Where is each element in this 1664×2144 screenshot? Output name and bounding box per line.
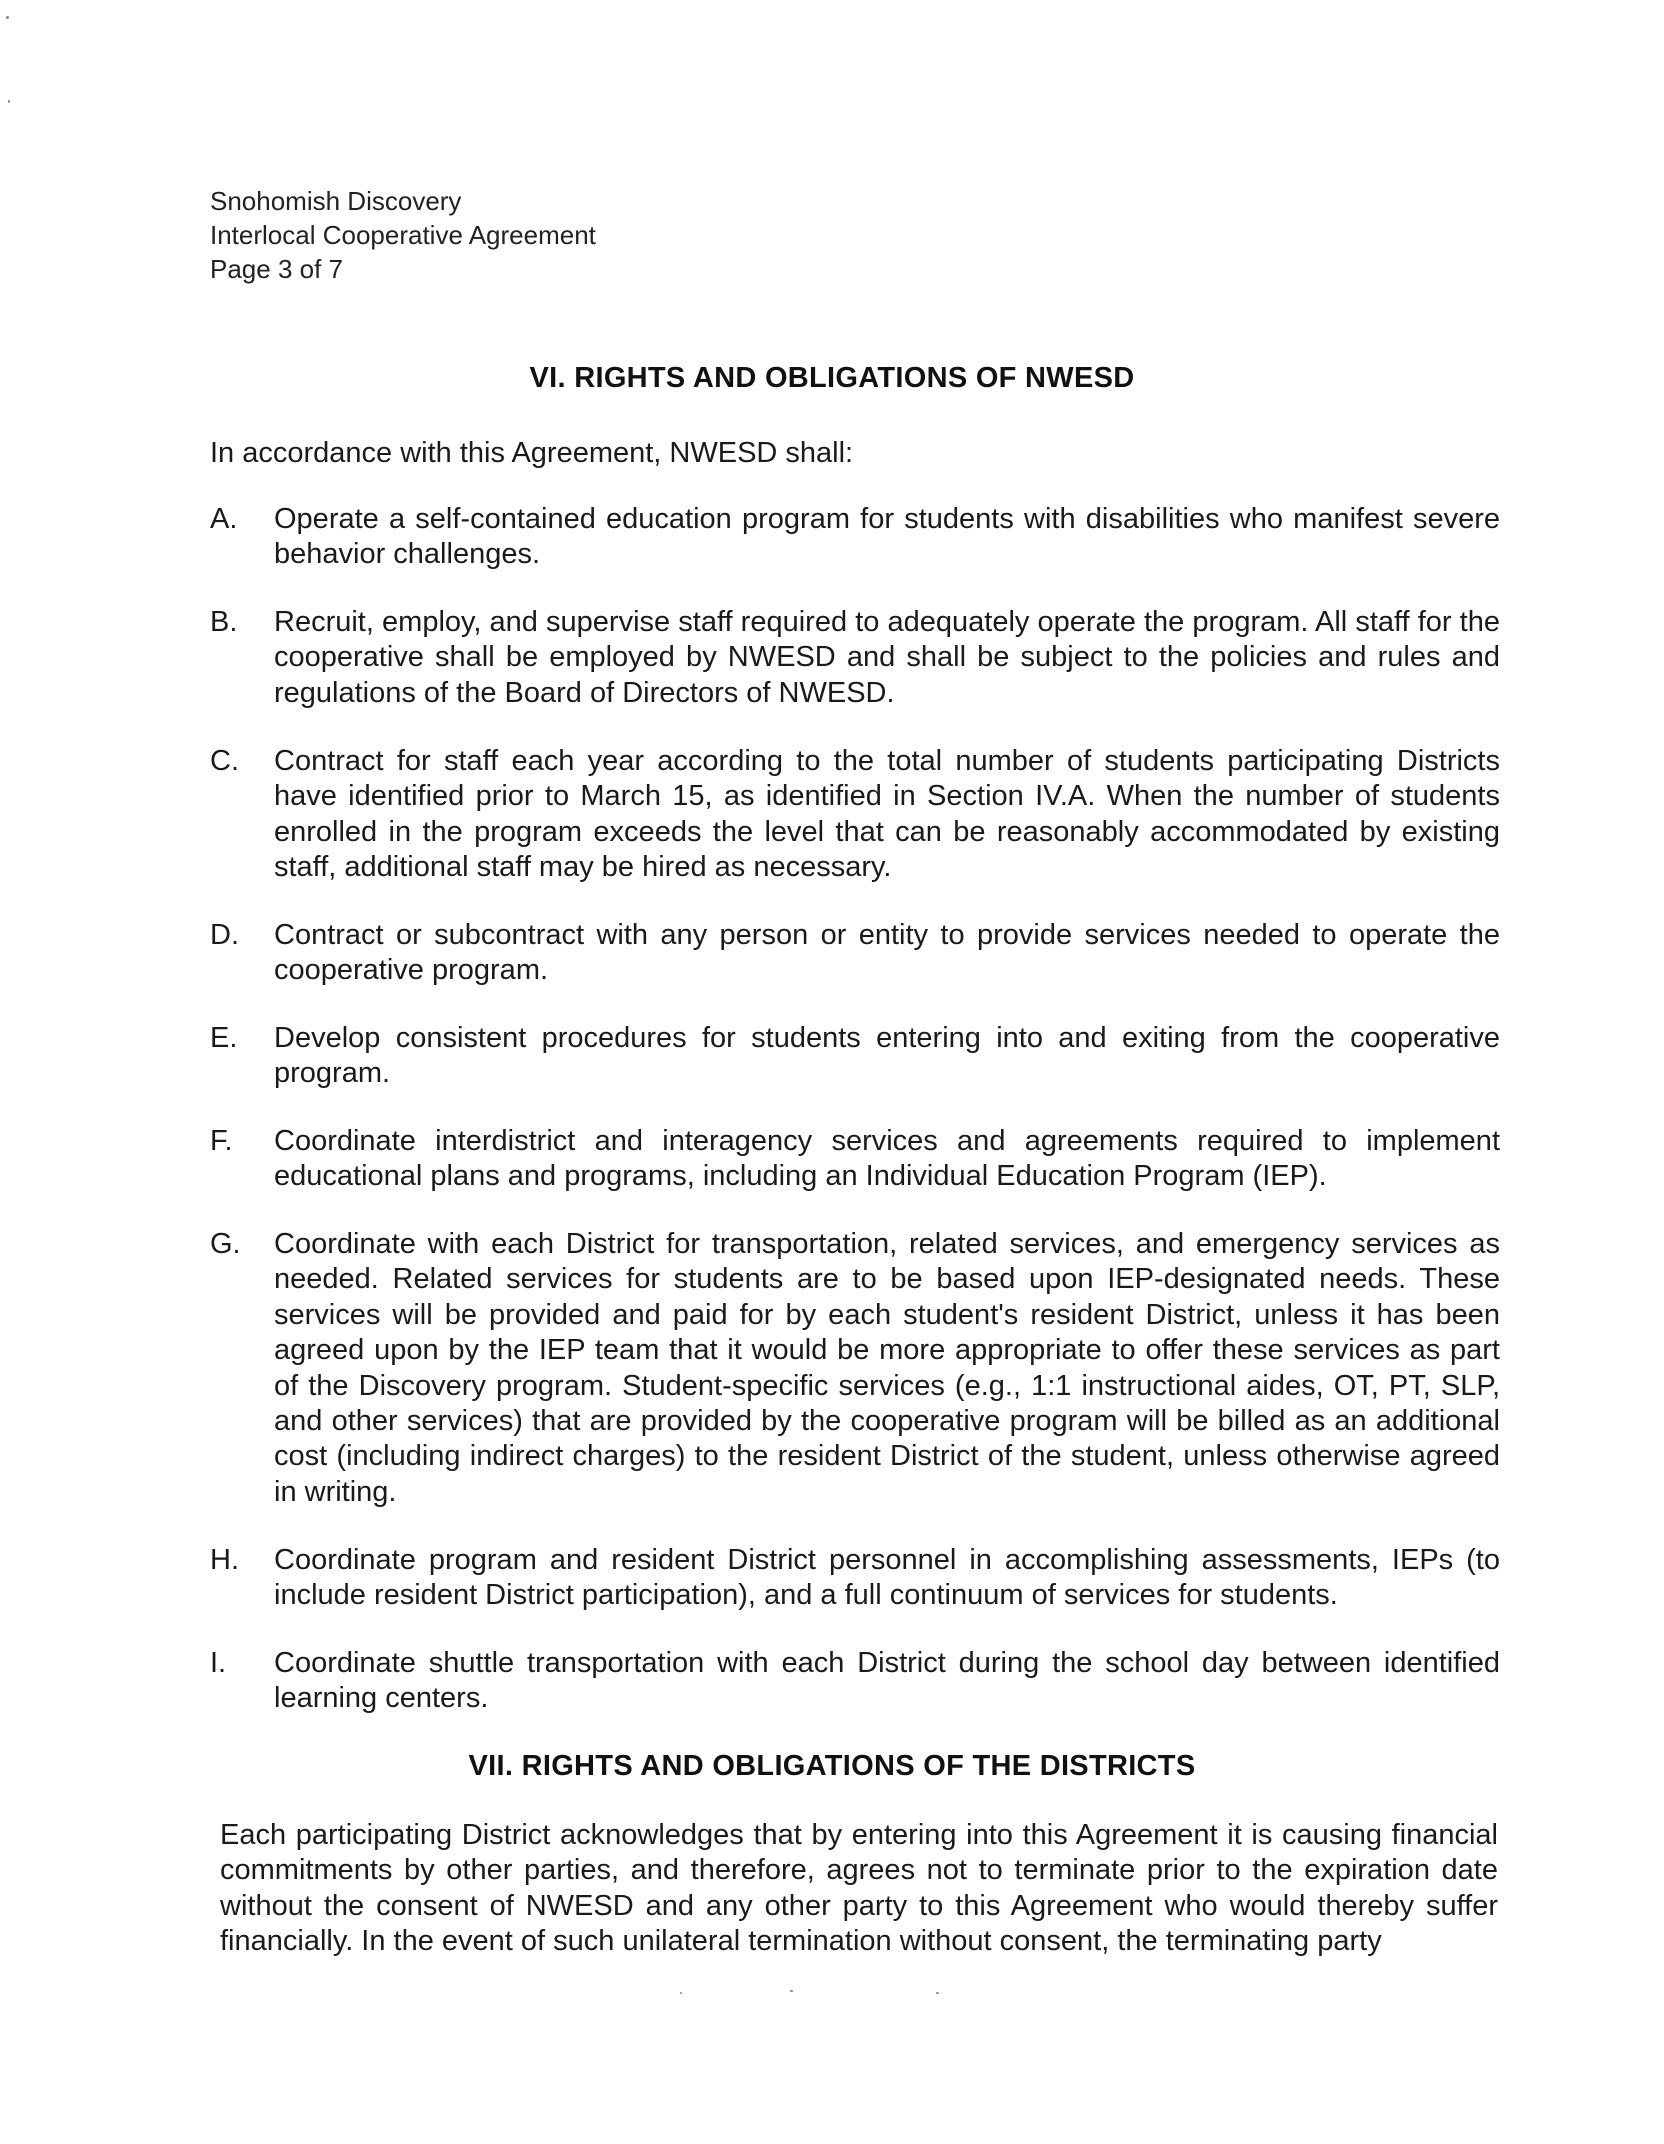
- header-page-number: Page 3 of 7: [210, 254, 343, 284]
- section-paragraph: Each participating District acknowledges that by entering into this Agreement it is causing financial commitments by other parties, and therefore, agrees not to terminate prior to the expiration date without the consent of NWESD and any other party to this Agreement who would thereby suffer financially. In the event of such unilateral termination without consent, the terminating party: [220, 1819, 1498, 1958]
- section-heading-vii: VII. RIGHTS AND OBLIGATIONS OF THE DISTRICTS: [468, 1750, 1196, 1782]
- page-header: [210, 184, 596, 286]
- list-item-letter: I.: [210, 1647, 227, 1679]
- scan-speck: [6, 16, 9, 19]
- obligations-list: [210, 502, 1500, 1716]
- list-item: [210, 1124, 1500, 1194]
- list-item: [210, 1646, 1500, 1716]
- list-item-letter: A.: [210, 503, 238, 535]
- list-item-text: Coordinate program and resident District personnel in accomplishing assessments, IEPs (to include resident District participation), and a full continuum of services for students.: [274, 1544, 1500, 1612]
- list-item-text: Operate a self-contained education program for students with disabilities who manifest severe behavior challenges.: [274, 503, 1500, 571]
- list-item-text: Coordinate with each District for transportation, related services, and emergency services as needed. Related services for students are to be based upon IEP-designated needs. These services will be provided and paid for by each student's resident District, unless it has been agreed upon by the IEP team that it would be more appropriate to offer these services as part of the Discovery program. Student-specific services (e.g., 1:1 instructional aides, OT, PT, SLP, and other services) that are provided by the cooperative program will be billed as an additional cost (including indirect charges) to the resident District of the student, unless otherwise agreed in writing.: [274, 1228, 1500, 1508]
- list-item-letter: E.: [210, 1022, 238, 1054]
- list-item: [210, 1227, 1500, 1510]
- list-item-letter: F.: [210, 1125, 233, 1157]
- list-item: [210, 502, 1500, 572]
- list-item-text: Recruit, employ, and supervise staff required to adequately operate the program. All staff for the cooperative shall be employed by NWESD and shall be subject to the policies and rules and regulations of the Board of Directors of NWESD.: [274, 606, 1500, 709]
- list-item: [210, 605, 1500, 711]
- list-item-letter: B.: [210, 606, 238, 638]
- list-item-text: Develop consistent procedures for students entering into and exiting from the cooperative program.: [274, 1022, 1500, 1090]
- list-item-text: Contract for staff each year according to the total number of students participating Districts have identified prior to March 15, as identified in Section IV.A. When the number of students enrolled in the program exceeds the level that can be reasonably accommodated by existing staff, additional staff may be hired as necessary.: [274, 745, 1500, 884]
- section-heading-vi: VI. RIGHTS AND OBLIGATIONS OF NWESD: [529, 362, 1135, 394]
- scan-speck: [936, 1992, 939, 1994]
- header-agreement-title: Interlocal Cooperative Agreement: [210, 220, 596, 250]
- list-item: [210, 1543, 1500, 1613]
- scan-speck: [680, 1992, 682, 1994]
- scan-speck: [790, 1990, 793, 1992]
- section-intro: In accordance with this Agreement, NWESD shall:: [210, 437, 854, 469]
- list-item-letter: G.: [210, 1228, 241, 1260]
- list-item-text: Coordinate interdistrict and interagency services and agreements required to implement educational plans and programs, including an Individual Education Program (IEP).: [274, 1125, 1500, 1193]
- list-item-letter: D.: [210, 919, 239, 951]
- list-item: [210, 918, 1500, 988]
- header-program-name: Snohomish Discovery: [210, 186, 462, 216]
- list-item: [210, 1021, 1500, 1091]
- list-item: [210, 744, 1500, 885]
- list-item-text: Contract or subcontract with any person or entity to provide services needed to operate the cooperative program.: [274, 919, 1500, 987]
- list-item-letter: C.: [210, 745, 239, 777]
- scan-speck: [8, 100, 10, 103]
- list-item-letter: H.: [210, 1544, 239, 1576]
- list-item-text: Coordinate shuttle transportation with each District during the school day between identified learning centers.: [274, 1647, 1500, 1715]
